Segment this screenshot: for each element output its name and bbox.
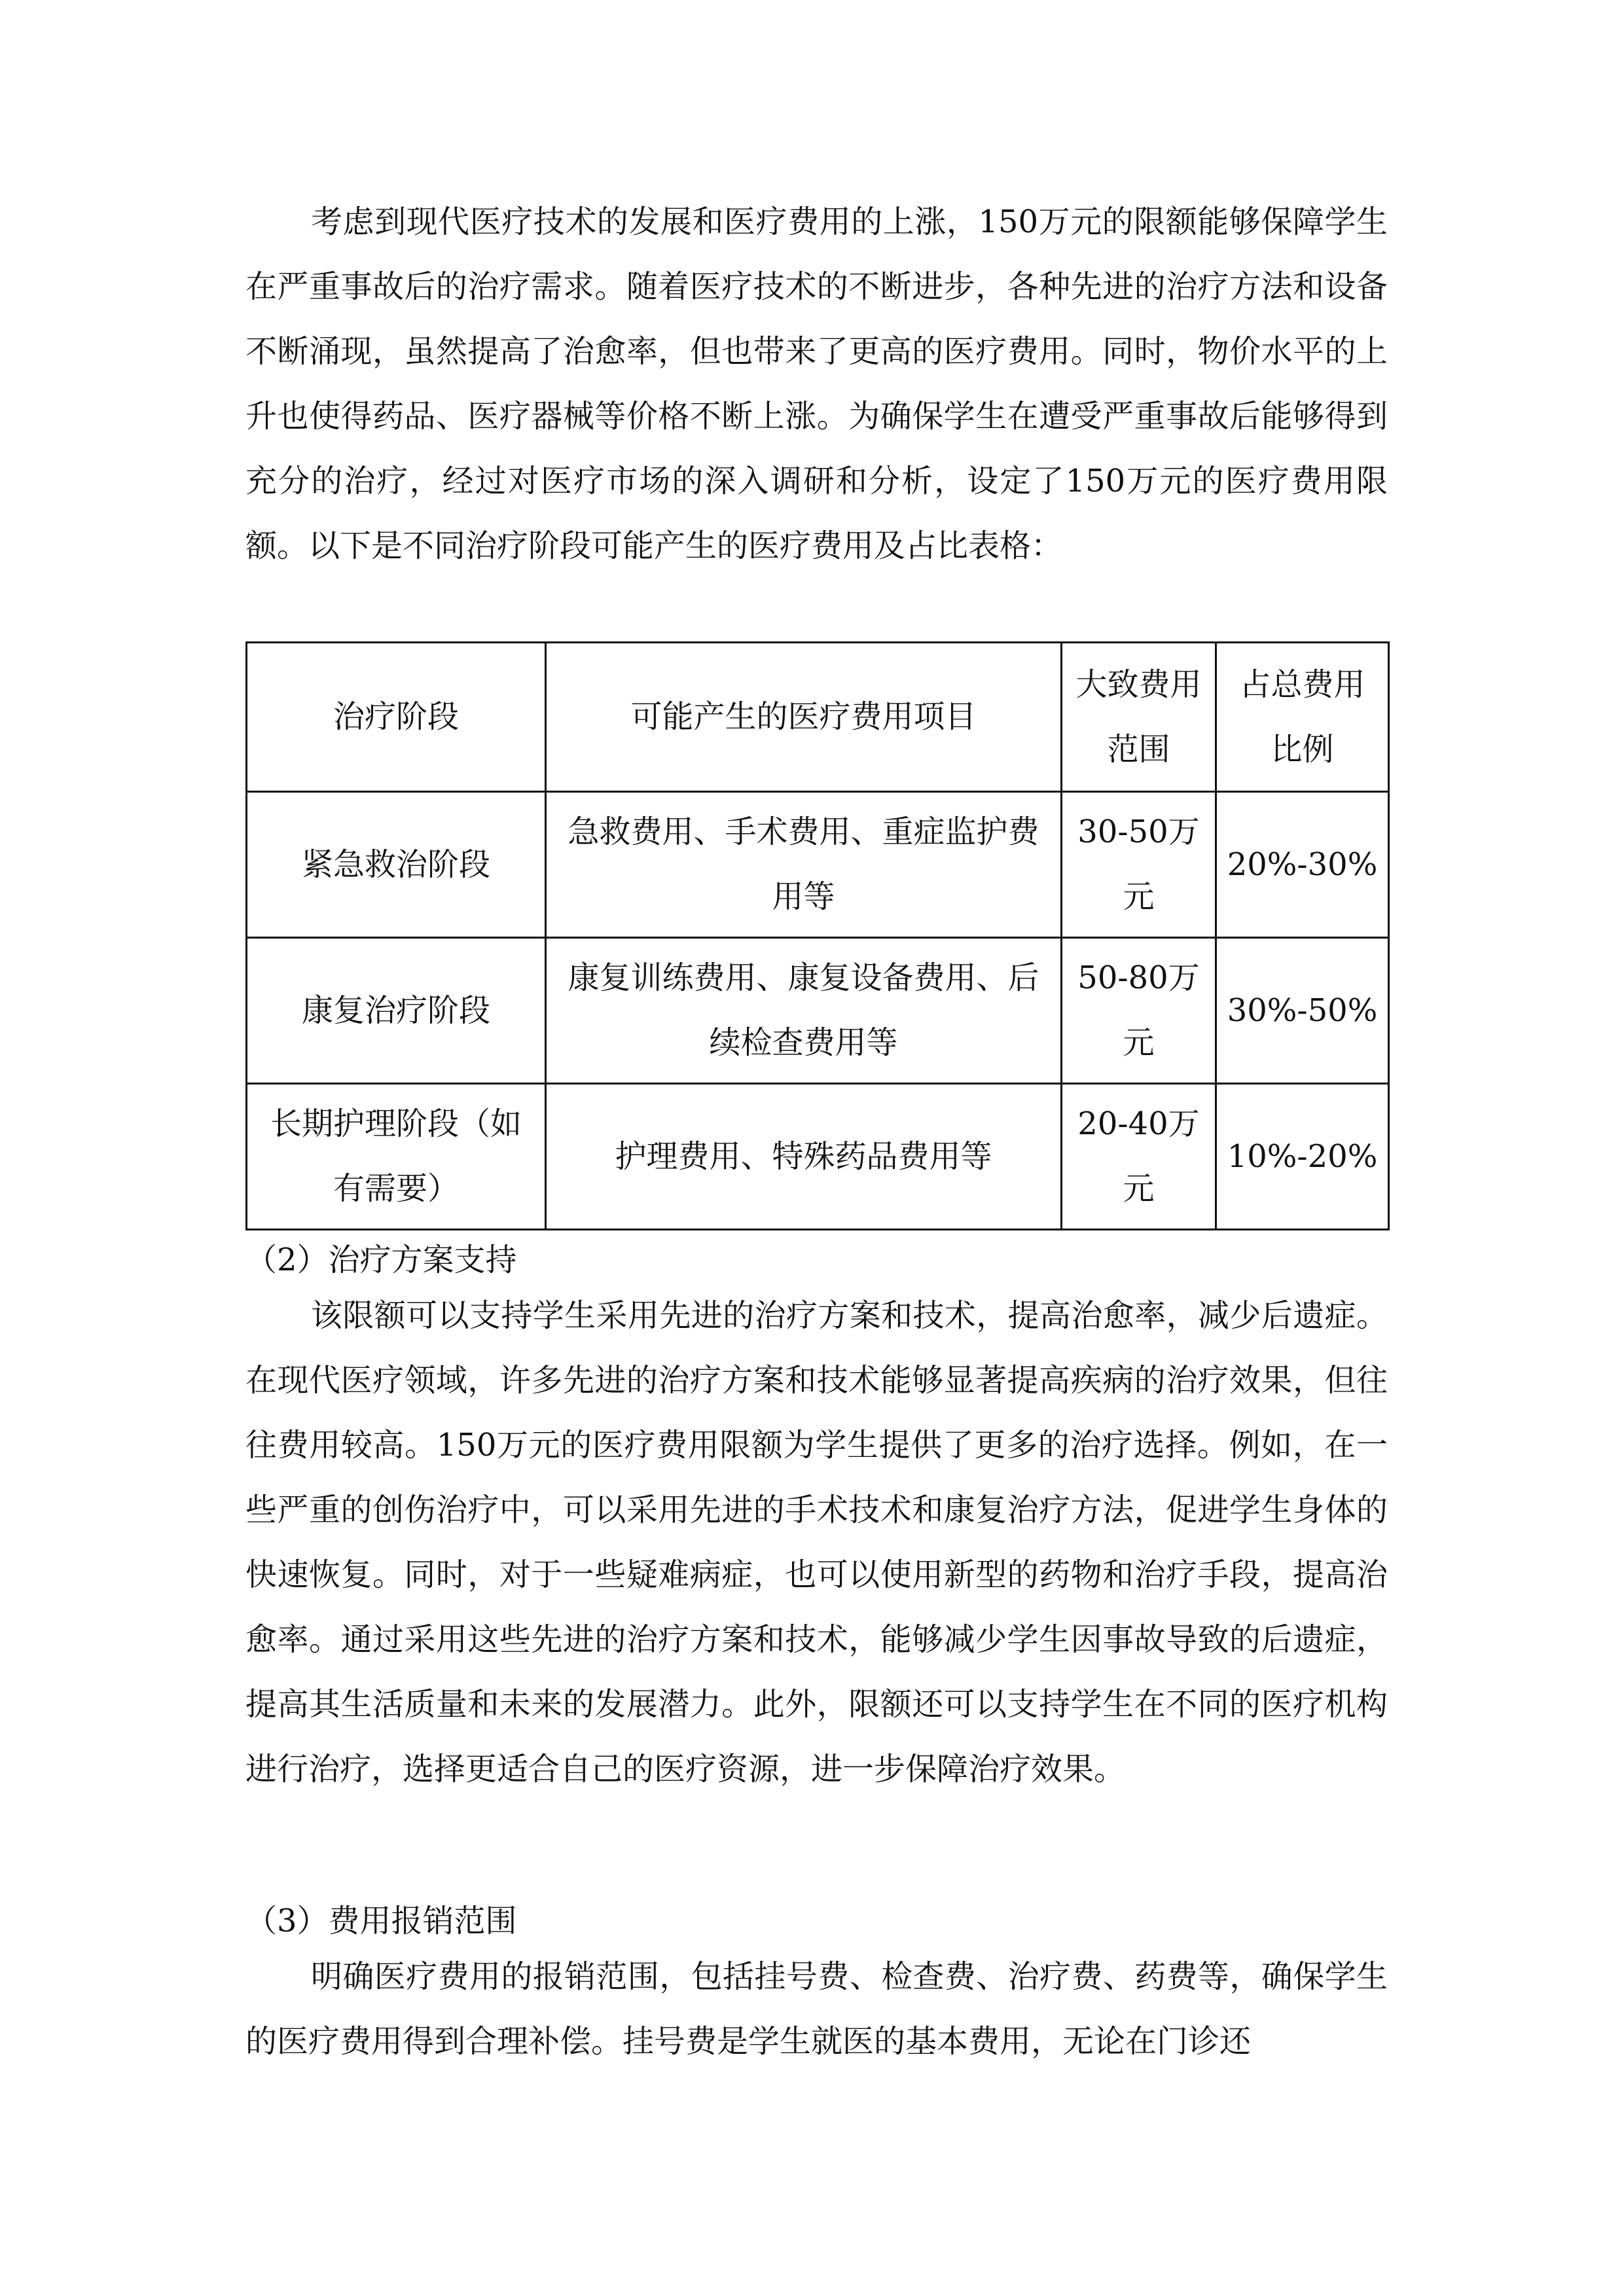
cell-ratio: 30%-50% [1216, 938, 1389, 1084]
table-row [247, 792, 1389, 938]
medical-cost-table [245, 641, 1390, 1230]
cell-stage: 康复治疗阶段 [247, 938, 546, 1084]
cell-items: 护理费用、特殊药品费用等 [546, 1084, 1062, 1230]
header-range: 大致费用范围 [1062, 643, 1216, 792]
header-ratio: 占总费用比例 [1216, 643, 1389, 792]
paragraph-treatment-support: 该限额可以支持学生采用先进的治疗方案和技术，提高治愈率，减少后遗症。在现代医疗领域，许多先进的治疗方案和技术能够显著提高疾病的治疗效果，但往往费用较高。150万元的医疗费用限额为学生提供了更多的治疗选择。例如，在一些严重的创伤治疗中，可以采用先进的手术技术和康复治疗方法，促进学生身体的快速恢复。同时，对于一些疑难病症，也可以使用新型的药物和治疗手段，提高治愈率。通过采用这些先进的治疗方案和技术，能够减少学生因事故导致的后遗症，提高其生活质量和未来的发展潜力。此外，限额还可以支持学生在不同的医疗机构进行治疗，选择更适合自己的医疗资源，进一步保障治疗效果。 [245, 1297, 1388, 1787]
cell-range: 30-50万元 [1062, 792, 1216, 938]
table-row [247, 938, 1389, 1084]
cell-range: 20-40万元 [1062, 1084, 1216, 1230]
cell-ratio: 20%-30% [1216, 792, 1389, 938]
table-header-row [247, 643, 1389, 792]
cell-items: 康复训练费用、康复设备费用、后续检查费用等 [546, 938, 1062, 1084]
cell-stage: 长期护理阶段（如有需要） [247, 1084, 546, 1230]
section-heading-reimbursement-scope: （3）费用报销范围 [245, 1903, 517, 1939]
cell-ratio: 10%-20% [1216, 1084, 1389, 1230]
cell-items: 急救费用、手术费用、重症监护费用等 [546, 792, 1062, 938]
table-row [247, 1084, 1389, 1230]
paragraph-limit-rationale: 考虑到现代医疗技术的发展和医疗费用的上涨，150万元的限额能够保障学生在严重事故后的治疗需求。随着医疗技术的不断进步，各种先进的治疗方法和设备不断涌现，虽然提高了治愈率，但也带来了更高的医疗费用。同时，物价水平的上升也使得药品、医疗器械等价格不断上涨。为确保学生在遭受严重事故后能够得到充分的治疗，经过对医疗市场的深入调研和分析，设定了150万元的医疗费用限额。以下是不同治疗阶段可能产生的医疗费用及占比表格： [245, 204, 1388, 564]
paragraph-reimbursement-scope: 明确医疗费用的报销范围，包括挂号费、检查费、治疗费、药费等，确保学生的医疗费用得到合理补偿。挂号费是学生就医的基本费用，无论在门诊还 [245, 1958, 1388, 2060]
header-items: 可能产生的医疗费用项目 [546, 643, 1062, 792]
header-stage: 治疗阶段 [247, 643, 546, 792]
cell-range: 50-80万元 [1062, 938, 1216, 1084]
section-heading-treatment-support: （2）治疗方案支持 [245, 1242, 517, 1278]
cell-stage: 紧急救治阶段 [247, 792, 546, 938]
